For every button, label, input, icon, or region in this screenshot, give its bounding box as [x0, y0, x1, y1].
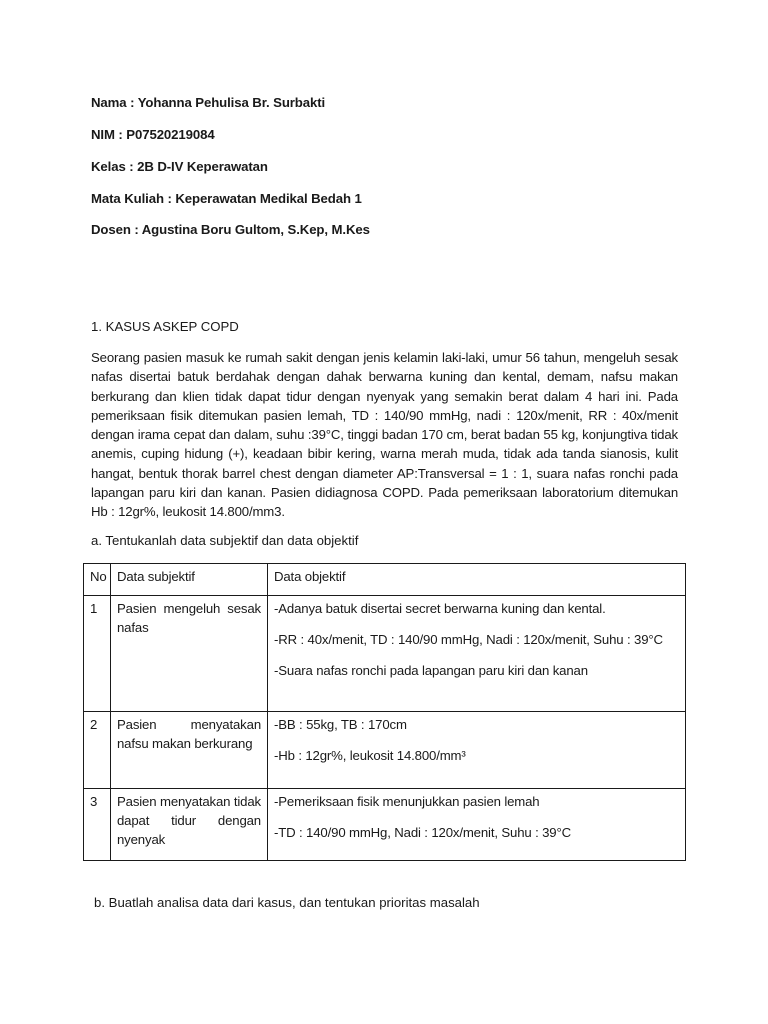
- objektif-item: -RR : 40x/menit, TD : 140/90 mmHg, Nadi : 120x/menit, Suhu : 39°C: [274, 632, 663, 647]
- objektif-item: -Suara nafas ronchi pada lapangan paru kiri dan kanan: [274, 663, 588, 678]
- table-row: [84, 712, 686, 789]
- row-subjektif: Pasien mengeluh sesak nafas: [111, 596, 268, 712]
- row-no: 2: [84, 712, 111, 789]
- row-no: 1: [84, 596, 111, 712]
- data-table: [83, 563, 686, 861]
- header-subjektif: Data subjektif: [111, 564, 268, 596]
- row-objektif: [268, 712, 686, 789]
- objektif-item: -Adanya batuk disertai secret berwarna kuning dan kental.: [274, 601, 606, 616]
- table-header-row: [84, 564, 686, 596]
- question-a: a. Tentukanlah data subjektif dan data objektif: [91, 533, 359, 548]
- objektif-item: -BB : 55kg, TB : 170cm: [274, 717, 407, 732]
- row-objektif: [268, 596, 686, 712]
- question-b: b. Buatlah analisa data dari kasus, dan tentukan prioritas masalah: [94, 895, 480, 910]
- student-class: Kelas : 2B D-IV Keperawatan: [91, 159, 268, 174]
- objektif-item: -Pemeriksaan fisik menunjukkan pasien lemah: [274, 794, 540, 809]
- lecturer-name: Dosen : Agustina Boru Gultom, S.Kep, M.Kes: [91, 222, 370, 237]
- table-row: [84, 596, 686, 712]
- row-objektif: [268, 789, 686, 861]
- objektif-item: -Hb : 12gr%, leukosit 14.800/mm³: [274, 748, 466, 763]
- row-subjektif: Pasien menyatakan tidak dapat tidur dengan nyenyak: [111, 789, 268, 861]
- table-row: [84, 789, 686, 861]
- row-subjektif: Pasien menyatakan nafsu makan berkurang: [111, 712, 268, 789]
- row-no: 3: [84, 789, 111, 861]
- header-no: No: [84, 564, 111, 596]
- header-objektif: Data objektif: [268, 564, 686, 596]
- section-title: 1. KASUS ASKEP COPD: [91, 319, 239, 334]
- case-paragraph: Seorang pasien masuk ke rumah sakit dengan jenis kelamin laki-laki, umur 56 tahun, mengeluh sesak nafas disertai batuk berdahak dengan dahak berwarna kuning dan kental, demam, nafsu makan berkurang dan klien tidak dapat tidur dengan nyenyak yang semakin berat dalam 4 hari ini. Pada pemeriksaan fisik ditemukan pasien lemah, TD : 140/90 mmHg, nadi : 120x/menit, RR : 40x/menit dengan irama cepat dan dalam, suhu :39°C, tinggi badan 170 cm, berat badan 55 kg, konjungtiva tidak anemis, cuping hidung (+), keadaan bibir kering, warna merah muda, tidak ada tanda sianosis, kulit hangat, bentuk thorak barrel chest dengan diameter AP:Transversal = 1 : 1, suara nafas ronchi pada lapangan paru kiri dan kanan. Pasien didiagnosa COPD. Pada pemeriksaan laboratorium ditemukan Hb : 12gr%, leukosit 14.800/mm3.: [91, 350, 678, 520]
- student-nim: NIM : P07520219084: [91, 127, 215, 142]
- course-name: Mata Kuliah : Keperawatan Medikal Bedah 1: [91, 191, 362, 206]
- objektif-item: -TD : 140/90 mmHg, Nadi : 120x/menit, Suhu : 39°C: [274, 825, 571, 840]
- student-name: Nama : Yohanna Pehulisa Br. Surbakti: [91, 95, 326, 110]
